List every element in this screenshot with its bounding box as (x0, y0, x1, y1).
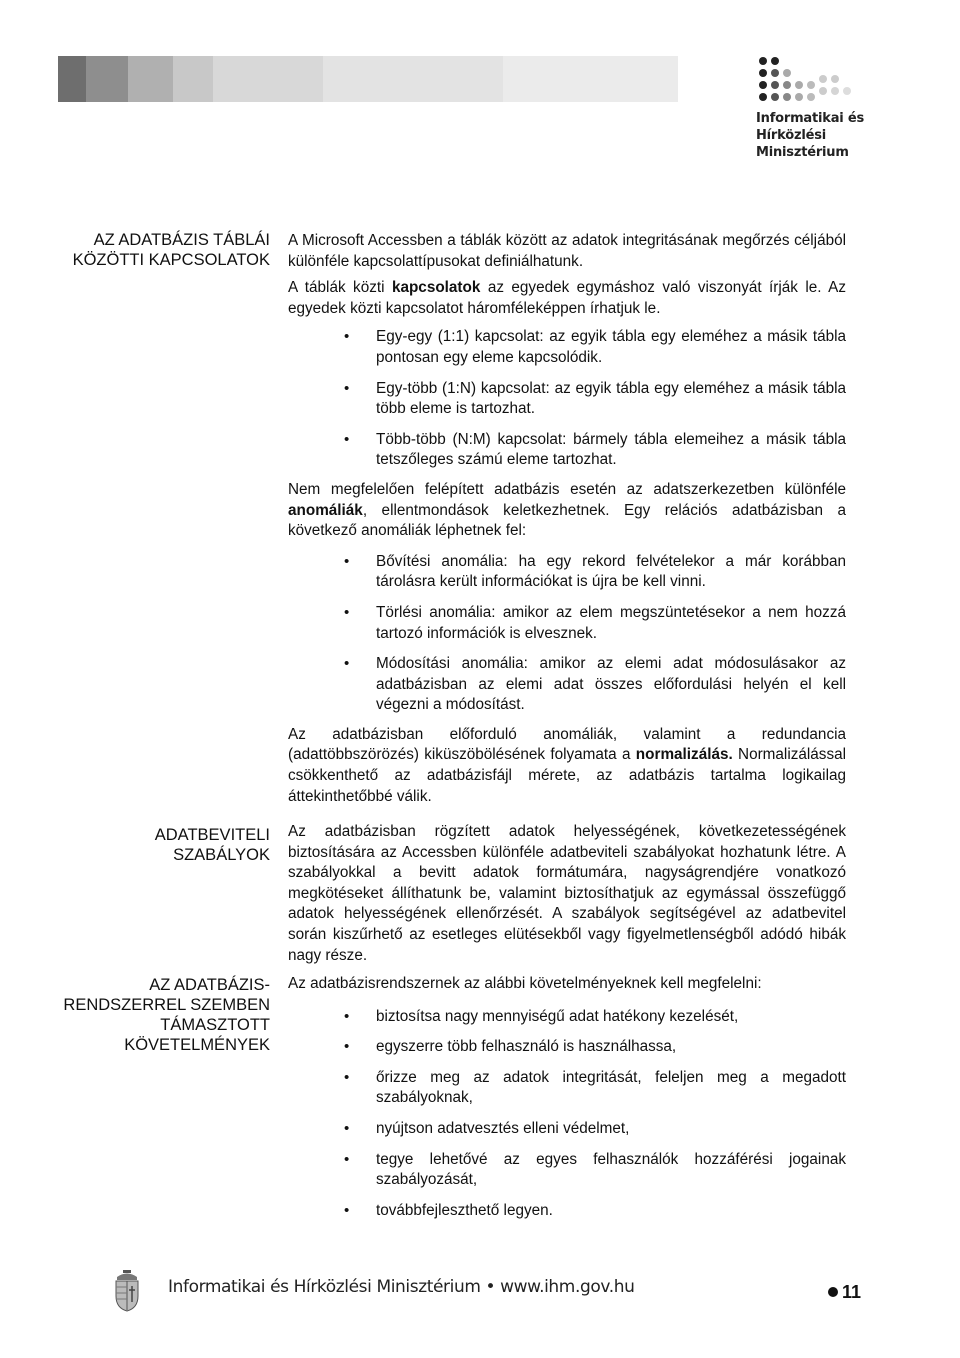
ministry-logo-text (756, 110, 864, 161)
list-item: • nyújtson adatvesztés elleni védelmet, (288, 1119, 846, 1140)
text-run: Nem megfelelően felépített adatbázis esetén az adatszerkezetben különféle (288, 480, 846, 498)
ministry-logo-icon (755, 55, 855, 101)
header-gradient-bar (58, 56, 678, 102)
page-number (828, 1282, 861, 1303)
text-run: Normalizálással csökkenthető az adatbázisfájl mérete, az adatbázis tartalma logikailag áttekinthetőbbé válik. (288, 746, 846, 805)
sidebar-heading-line: RENDSZERREL SZEMBEN (63, 996, 270, 1014)
paragraph: Az adatbázisban rögzített adatok helyességének, következetességének biztosítására az Accessben különféle adatbeviteli szabályokat hozhatunk létre. A szabályokkal a bevitt adatok formátumára, nagyságrendjére vonatkozó megkötéseket állíthatunk be, valamint biztosíthatjuk az egymással összefüggő adatok helyességének ellenőrzését. A szabályok segítségével az adatbevitel során kiszűrhető az esetleges elütésekből vagy figyelmetlenségből adódó hibák nagy része. (288, 823, 846, 964)
list-item: • Módosítási anomália: amikor az elemi adat módosulásakor az adatbázisban az elemi adat összes előfordulási helyén el kell végezni a módosítást. (288, 654, 846, 716)
paragraph (288, 278, 846, 319)
text-run: A táblák közti (288, 279, 392, 297)
sidebar-heading-line: KÖZÖTTI KAPCSOLATOK (72, 251, 270, 269)
list-item: • Egy-egy (1:1) kapcsolat: az egyik tábla egy eleméhez a másik tábla pontosan egy eleme kapcsolódik. (288, 327, 846, 368)
sidebar-heading-line: AZ ADATBÁZIS TÁBLÁI (93, 231, 270, 249)
section-requirements (288, 974, 846, 1221)
paragraph: A Microsoft Accessben a táblák között az adatok integritásának megőrzés céljából különféle kapcsolattípusokat definiálhatunk. (288, 232, 846, 270)
page-number-value: 11 (842, 1282, 862, 1302)
text-run: Az adatbázisban előforduló anomáliák, valamint a redundancia (adattöbbszörözés) kiküszöbölésének folyamata a (288, 725, 846, 764)
list-item: • Egy-több (1:N) kapcsolat: az egyik tábla egy eleméhez a másik tábla több eleme is tartozhat. (288, 379, 846, 420)
requirements-list (288, 1007, 846, 1222)
logo-line: Hírközlési (756, 128, 827, 143)
list-item: • Több-több (N:M) kapcsolat: bármely tábla elemeihez a másik tábla tetszőleges számú eleme tartozhat. (288, 430, 846, 471)
list-item: • tegye lehetővé az egyes felhasználók hozzáférési jogainak szabályozását, (288, 1150, 846, 1191)
sidebar-heading-input-rules (155, 825, 270, 865)
sidebar-heading-line: ADATBEVITELI (154, 826, 270, 844)
text-run: , ellentmondások keletkezhetnek. Egy relációs adatbázisban a következő anomáliák léphetnek fel: (288, 501, 846, 540)
page-footer (100, 1270, 890, 1320)
list-item: • továbbfejleszthető legyen. (288, 1201, 846, 1222)
sidebar-heading-line: AZ ADATBÁZIS- (149, 976, 270, 994)
sidebar-heading-line: SZABÁLYOK (173, 846, 270, 864)
relation-type-list (288, 327, 846, 471)
paragraph (288, 480, 846, 542)
sidebar-heading-requirements (63, 975, 270, 1055)
bold-term: kapcsolatok (391, 279, 481, 297)
bullet-icon (828, 1287, 838, 1297)
list-item: • Bővítési anomália: ha egy rekord felvételekor a már korábban tárolásra került információkat is újra be kell vinni. (288, 552, 846, 593)
list-item: • biztosítsa nagy mennyiségű adat hatékony kezelését, (288, 1007, 846, 1028)
sidebar-heading-line: KÖVETELMÉNYEK (124, 1036, 270, 1054)
bold-term: normalizálás. (635, 746, 733, 764)
section-table-relations (288, 231, 846, 807)
list-item: • Törlési anomália: amikor az elem megszüntetésekor a nem hozzá tartozó információk is elvesznek. (288, 603, 846, 644)
logo-line: Informatikai és (756, 111, 865, 126)
sidebar-heading-line: TÁMASZTOTT (160, 1016, 270, 1034)
bold-term: anomáliák (288, 501, 363, 519)
list-item: • őrizze meg az adatok integritását, feleljen meg a megadott szabályoknak, (288, 1068, 846, 1109)
coat-of-arms-icon (112, 1270, 142, 1312)
list-item: • egyszerre több felhasználó is használhassa, (288, 1037, 846, 1058)
paragraph: Az adatbázisrendszernek az alábbi követelményeknek kell megfelelni: (288, 975, 762, 992)
footer-text: Informatikai és Hírközlési Minisztérium • www.ihm.gov.hu (168, 1277, 635, 1297)
logo-line: Minisztérium (756, 145, 849, 160)
anomaly-list (288, 552, 846, 716)
text-run: az egyedek egymáshoz való viszonyát írják le. Az egyedek közti kapcsolatot háromféleképpen írhatjuk le. (288, 279, 846, 317)
section-input-rules (288, 822, 846, 966)
paragraph (288, 725, 846, 807)
sidebar-heading-table-relations (73, 230, 270, 270)
